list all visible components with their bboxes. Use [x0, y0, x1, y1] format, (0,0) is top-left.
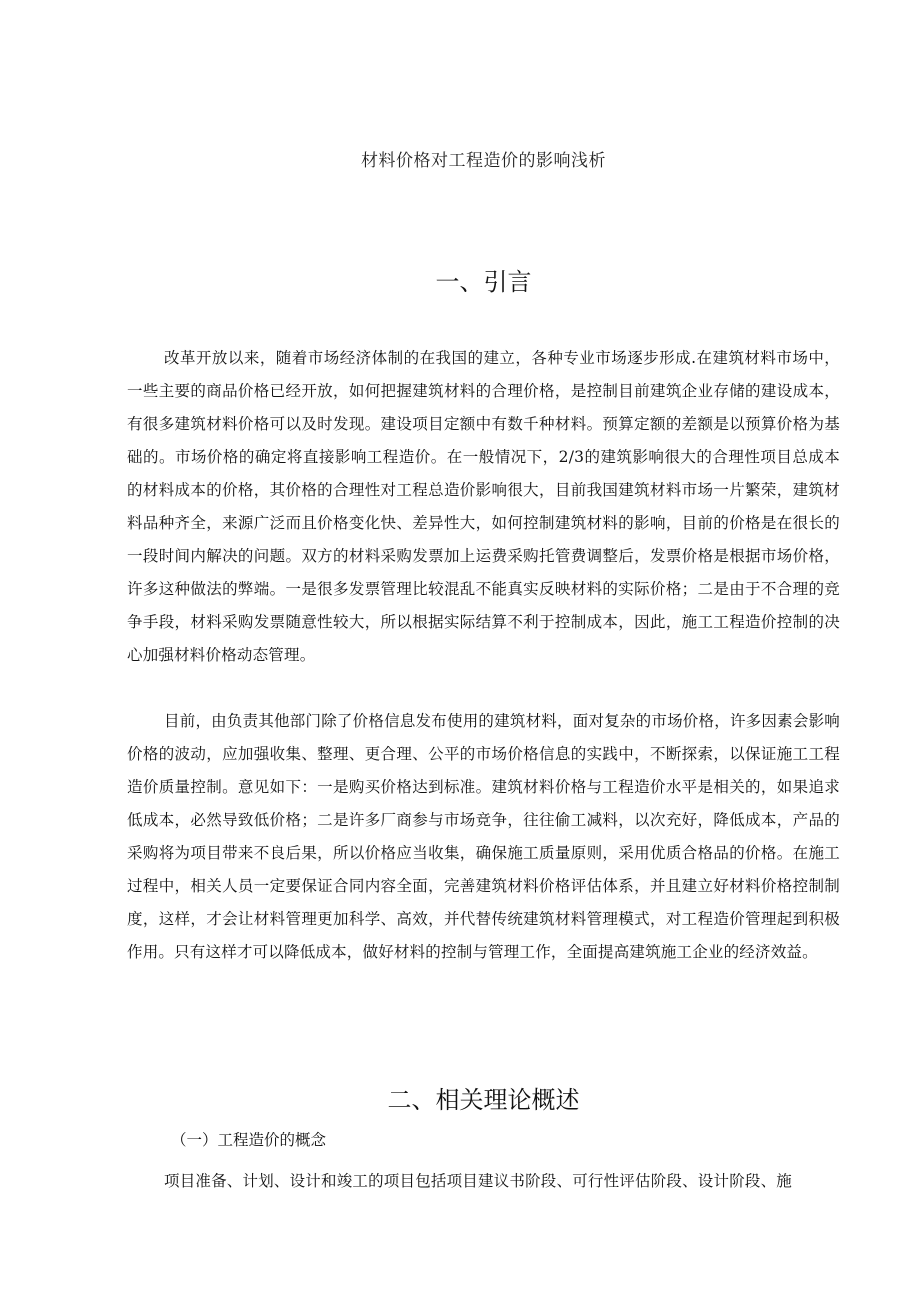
- subsection-heading-cost-concept: （一）工程造价的概念: [171, 1131, 327, 1149]
- document-title: 材料价格对工程造价的影响浅析: [361, 151, 606, 171]
- paragraph-intro-1: 改革开放以来，随着市场经济体制的在我国的建立，各种专业市场逐步形成.在建筑材料市场中，一些主要的商品价格已经开放，如何把握建筑材料的合理价格，是控制目前建筑企业存储的建设成本，有很多建筑材料价格可以及时发现。建设项目定额中有数千种材料。预算定额的差额是以预算价格为基础的。市场价格的确定将直接影响工程造价。在一般情况下，2/3的建筑影响很大的合理性项目总成本的材料成本的价格，其价格的合理性对工程总造价影响很大，目前我国建筑材料市场一片繁荣，建筑材料品种齐全，来源广泛而且价格变化快、差异性大，如何控制建筑材料的影响，目前的价格是在很长的一段时间内解决的问题。双方的材料采购发票加上运费采购托管费调整后，发票价格是根据市场价格，许多这种做法的弊端。一是很多发票管理比较混乱不能真实反映材料的实际价格；二是由于不合理的竞争手段，材料采购发票随意性较大，所以根据实际结算不利于控制成本，因此，施工工程造价控制的决心加强材料价格动态管理。: [127, 349, 840, 664]
- section-heading-introduction: 一、引言: [435, 268, 532, 296]
- paragraph-theory-1: 项目准备、计划、设计和竣工的项目包括项目建议书阶段、可行性评估阶段、设计阶段、施: [164, 1172, 793, 1190]
- paragraph-intro-2: 目前，由负责其他部门除了价格信息发布使用的建筑材料，面对复杂的市场价格，许多因素会影响价格的波动，应加强收集、整理、更合理、公平的市场价格信息的实践中，不断探索，以保证施工工程造价质量控制。意见如下：一是购买价格达到标准。建筑材料价格与工程造价水平是相关的，如果追求低成本，必然导致低价格；二是许多厂商参与市场竞争，往往偷工减料，以次充好，降低成本，产品的采购将为项目带来不良后果，所以价格应当收集，确保施工质量原则，采用优质合格品的价格。在施工过程中，相关人员一定要保证合同内容全面，完善建筑材料价格评估体系，并且建立好材料价格控制制度，这样，才会让材料管理更加科学、高效，并代替传统建筑材料管理模式，对工程造价管理起到积极作用。只有这样才可以降低成本，做好材料的控制与管理工作，全面提高建筑施工企业的经济效益。: [127, 712, 840, 961]
- section-heading-theory: 二、相关理论概述: [387, 1086, 580, 1114]
